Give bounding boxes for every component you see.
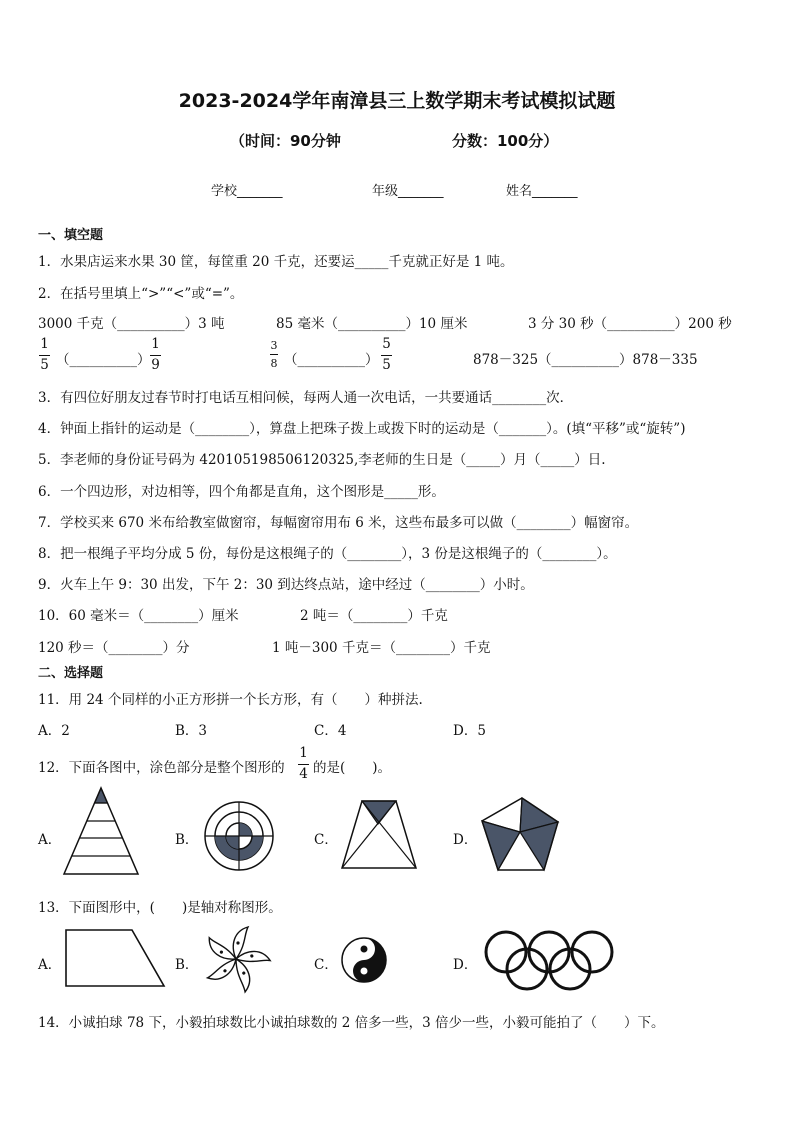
fraction-1-5 xyxy=(39,338,50,372)
fraction-denominator: 8 xyxy=(270,357,278,370)
q13-figure-d-rings xyxy=(484,930,614,992)
q12-figure-d-pentagon xyxy=(480,796,560,874)
question-14: 14．小诚拍球 78 下，小毅拍球数比小诚拍球数的 2 倍多一些，3 倍少一些，小毅可能拍了（ ）下。 xyxy=(38,1015,665,1031)
question-1: 1．水果店运来水果 30 筐，每筐重 20 千克，还要运_____千克就正好是 1 吨。 xyxy=(38,254,514,270)
section-choice: 二、选择题 xyxy=(38,666,104,681)
q13-label-a: A． xyxy=(38,957,62,973)
fraction-numerator: 3 xyxy=(270,339,278,352)
question-6: 6．一个四边形，对边相等，四个角都是直角，这个图形是_____形。 xyxy=(38,484,445,500)
q11-option-d: D．5 xyxy=(453,723,486,739)
q12-label-d: D． xyxy=(453,832,478,848)
exam-time: （时间：90分钟 xyxy=(230,132,341,150)
q13-label-b: B． xyxy=(175,957,199,973)
q12-figure-c-trapezoid xyxy=(340,798,418,870)
page-title: 2023-2024学年南漳县三上数学期末考试模拟试题 xyxy=(178,90,616,112)
question-10-a: 10．60 毫米＝（________）厘米 xyxy=(38,608,239,624)
question-13: 13．下面图形中，( )是轴对称图形。 xyxy=(38,900,282,916)
question-10-c: 120 秒＝（________）分 xyxy=(38,640,190,656)
fraction-5-5 xyxy=(381,338,392,372)
q13-label-c: C． xyxy=(314,957,338,973)
q2-blank-a: （__________） xyxy=(56,352,151,368)
question-3: 3．有四位好朋友过春节时打电话互相问候，每两人通一次电话，一共要通话________次． xyxy=(38,390,574,406)
q12-label-c: C． xyxy=(314,832,338,848)
fraction-numerator: 1 xyxy=(40,336,49,352)
fraction-1-9 xyxy=(150,338,161,372)
fraction-numerator: 5 xyxy=(382,336,391,352)
q2-item-2: 85 毫米（__________）10 厘米 xyxy=(276,316,468,332)
q11-option-a: A．2 xyxy=(38,723,70,739)
question-9: 9．火车上午 9：30 出发，下午 2：30 到达终点站，途中经过（________）小时。 xyxy=(38,577,534,593)
q11-option-c: C．4 xyxy=(314,723,347,739)
question-11: 11．用 24 个同样的小正方形拼一个长方形，有（ ）种拼法. xyxy=(38,692,423,708)
grade-field: 年级_______ xyxy=(372,184,444,199)
fraction-numerator: 1 xyxy=(151,336,160,352)
q12-figure-b-circles xyxy=(203,800,275,872)
fraction-denominator: 5 xyxy=(40,356,49,373)
fraction-denominator: 5 xyxy=(382,356,391,373)
q12-label-a: A． xyxy=(38,832,62,848)
section-fill-in: 一、填空题 xyxy=(38,228,104,243)
name-field: 姓名_______ xyxy=(506,184,578,199)
question-7: 7．学校买来 670 米布给教室做窗帘，每幅窗帘用布 6 米，这些布最多可以做（________）幅窗帘。 xyxy=(38,515,639,531)
question-12-pre: 12．下面各图中，涂色部分是整个图形的 xyxy=(38,760,285,776)
q2-item-6: 878－325（__________）878－335 xyxy=(473,352,698,368)
school-field: 学校_______ xyxy=(211,184,283,199)
q13-figure-c-yinyang xyxy=(340,936,388,984)
question-12-post: 的是( )。 xyxy=(313,760,392,776)
question-10-d: 1 吨－300 千克＝（________）千克 xyxy=(272,640,491,656)
q2-item-1: 3000 千克（__________）3 吨 xyxy=(38,316,225,332)
fraction-numerator: 1 xyxy=(299,745,308,761)
question-5: 5．李老师的身份证号码为 420105198506120325,李老师的生日是（_____）月（_____）日. xyxy=(38,452,606,468)
q2-blank-b: （__________） xyxy=(284,352,379,368)
q2-item-3: 3 分 30 秒（__________）200 秒 xyxy=(528,316,732,332)
fraction-denominator: 4 xyxy=(299,765,308,782)
question-2: 2．在括号里填上“>”“<”或“=”。 xyxy=(38,286,244,302)
q12-figure-a-triangle xyxy=(62,786,140,876)
q13-figure-b-flower xyxy=(200,924,272,994)
q13-figure-a-trapezoid xyxy=(64,928,166,988)
q13-label-d: D． xyxy=(453,957,478,973)
question-10-b: 2 吨＝（________）千克 xyxy=(300,608,448,624)
fraction-3-8 xyxy=(270,340,278,369)
question-8: 8．把一根绳子平均分成 5 份，每份是这根绳子的（________），3 份是这根绳子的（________）。 xyxy=(38,546,617,562)
fraction-1-4 xyxy=(298,747,309,781)
exam-score: 分数：100分） xyxy=(452,132,559,150)
fraction-denominator: 9 xyxy=(151,356,160,373)
q11-option-b: B．3 xyxy=(175,723,208,739)
question-4: 4．钟面上指针的运动是（________），算盘上把珠子拨上或拨下时的运动是（_______）。(填“平移”或“旋转”) xyxy=(38,421,686,437)
q12-label-b: B． xyxy=(175,832,199,848)
